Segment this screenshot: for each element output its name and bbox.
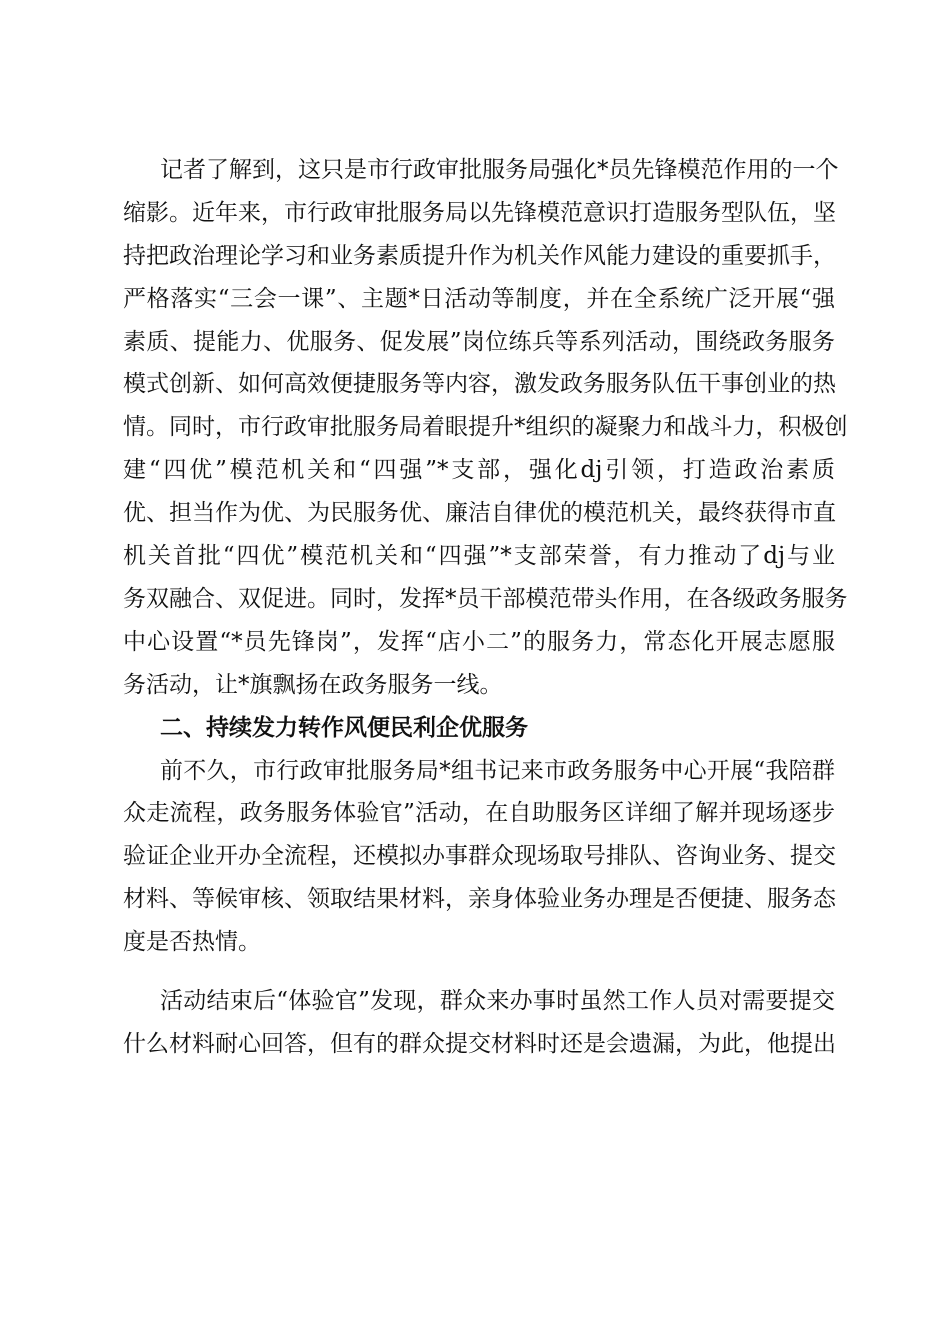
text-line: 持把政治理论学习和业务素质提升作为机关作风能力建设的重要抓手， <box>123 243 836 269</box>
text-line: 素质、提能力、优服务、促发展”岗位练兵等系列活动，围绕政务服务 <box>123 329 835 355</box>
text-line: 中心设置“*员先锋岗”，发挥“店小二”的服务力，常态化开展志愿服 <box>123 629 835 655</box>
text-line: 活动结束后“体验官”发现，群众来办事时虽然工作人员对需要提交 <box>160 988 835 1014</box>
text-line: 记者了解到，这只是市行政审批服务局强化*员先锋模范作用的一个 <box>160 157 839 183</box>
text-line: 前不久，市行政审批服务局*组书记来市政务服务中心开展“我陪群 <box>160 758 835 784</box>
section-heading: 二、持续发力转作风便民利企优服务 <box>160 714 528 741</box>
text-line: 度是否热情。 <box>123 929 261 955</box>
text-line: 优、担当作为优、为民服务优、廉洁自律优的模范机关，最终获得市直 <box>123 500 836 526</box>
text-line: 材料、等候审核、领取结果材料，亲身体验业务办理是否便捷、服务态 <box>123 886 836 912</box>
text-line: 情。同时，市行政审批服务局着眼提升*组织的凝聚力和战斗力，积极创 <box>123 414 848 440</box>
text-line: 什么材料耐心回答，但有的群众提交材料时还是会遗漏，为此，他提出 <box>123 1031 836 1057</box>
text-line: 严格落实“三会一课”、主题*日活动等制度，并在全系统广泛开展“强 <box>123 286 835 312</box>
text-line: 验证企业开办全流程，还模拟办事群众现场取号排队、咨询业务、提交 <box>123 843 836 869</box>
text-line: 务活动，让*旗飘扬在政务服务一线。 <box>123 672 503 698</box>
text-line: 众走流程，政务服务体验官”活动，在自助服务区详细了解并现场逐步 <box>123 800 835 826</box>
text-line: 务双融合、双促进。同时，发挥*员干部模范带头作用，在各级政务服务 <box>123 586 848 612</box>
text-line: 建“四优”模范机关和“四强”*支部，强化dj引领，打造政治素质 <box>123 457 835 483</box>
text-line: 模式创新、如何高效便捷服务等内容，激发政务服务队伍干事创业的热 <box>123 371 836 397</box>
text-line: 机关首批“四优”模范机关和“四强”*支部荣誉，有力推动了dj与业 <box>123 543 835 569</box>
text-line: 缩影。近年来，市行政审批服务局以先锋模范意识打造服务型队伍，坚 <box>123 200 836 226</box>
